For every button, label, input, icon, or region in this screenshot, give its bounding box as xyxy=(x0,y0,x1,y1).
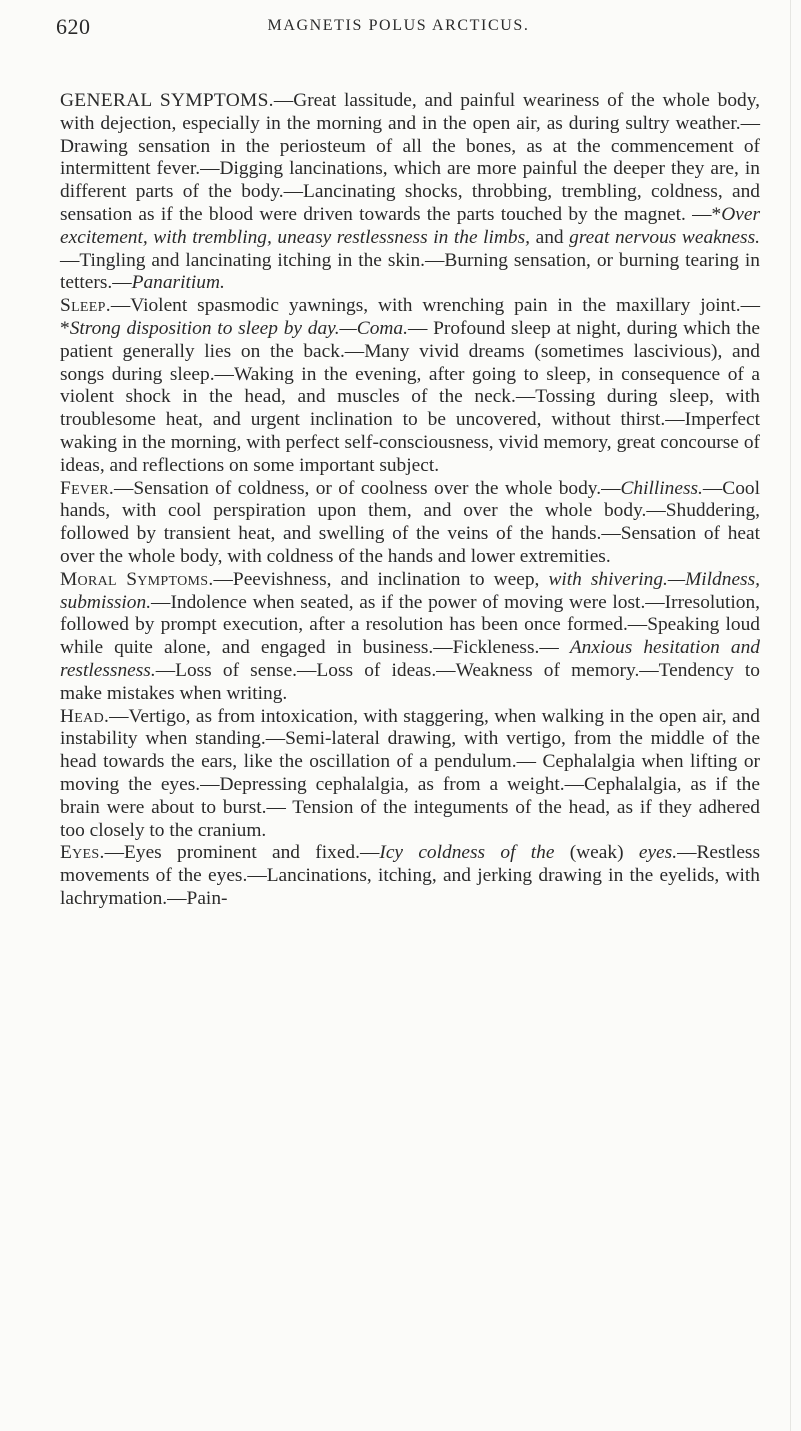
page-header xyxy=(56,14,741,44)
body-text-run: —Vertigo, as from intoxication, with staggering, when walking in the open air, and instability when standing.—Semi-lateral drawing, with vertigo, from the middle of the head towards the ears, like the oscillation of a pendulum.— Cephalalgia when lifting or moving the eyes.—Depressing cephalalgia, as from a weight.—Cephalalgia, as if the brain were about to burst.— Tension of the integuments of the head, as if they adhered too closely to the cranium. xyxy=(60,705,760,841)
section-label: Sleep. xyxy=(60,295,111,317)
italic-text: Strong disposition to sleep by day.—Coma. xyxy=(69,317,408,339)
section-label: Moral Symptoms. xyxy=(60,568,214,590)
section-label: Fever. xyxy=(60,477,114,499)
italic-text: Chilliness. xyxy=(620,477,703,499)
body-text-run: (weak) xyxy=(554,842,639,864)
italic-text: Over excitement, with trembling, uneasy restlessness in the limbs, xyxy=(60,203,760,248)
italic-text: Panaritium. xyxy=(131,272,225,294)
body-text-run: —Restless movements of the eyes.—Lancinations, itching, and jerking drawing in the eyelids, with lachrymation.—Pain- xyxy=(60,842,761,909)
running-title: MAGNETIS POLUS ARCTICUS. xyxy=(267,17,530,34)
body-text-run: —Sensation of coldness, or of coolness over the whole body.— xyxy=(113,477,621,499)
italic-text: Icy coldness of the xyxy=(379,842,555,864)
body-text xyxy=(60,90,760,911)
body-text-run: and xyxy=(530,226,570,248)
page-number: 620 xyxy=(56,14,91,39)
italic-text: eyes. xyxy=(638,842,678,864)
italic-text: with shivering.—Mildness, submission. xyxy=(60,568,760,613)
page-edge xyxy=(790,0,791,1431)
body-text-run: —Loss of sense.—Loss of ideas.—Weakness of memory.—Tendency to make mistakes when writing. xyxy=(60,659,760,704)
body-text-run: —Tingling and lancinating itching in the skin.—Burning sensation, or burning tearing in tetters.— xyxy=(60,249,760,294)
section-label: Head. xyxy=(60,705,110,727)
body-text-run: —Violent spasmodic yawnings, with wrenching pain in the maxillary joint.—* xyxy=(60,295,760,339)
section-paragraph xyxy=(60,569,760,706)
body-text-run: —Cool hands, with cool perspiration upon them, and over the whole body.—Shuddering, followed by transient heat, and swelling of the veins of the hands.—Sensation of heat over the whole body, with coldness of the hands and lower extremities. xyxy=(60,477,760,567)
body-text-run: —Indolence when seated, as if the power of moving were lost.—Irresolution, followed by prompt execution, after a resolution has been once formed.—Speaking loud while quite alone, and engaged in business.—Fickleness.— xyxy=(60,591,760,659)
body-text-run: —Eyes prominent and fixed.— xyxy=(104,842,380,864)
section-label: Eyes. xyxy=(60,842,105,864)
body-text-run: —Peevishness, and inclination to weep, xyxy=(213,568,549,590)
section-label: GENERAL SYMPTOMS. xyxy=(60,90,274,111)
italic-text: Anxious hesitation and restlessness. xyxy=(60,637,760,681)
section-paragraph xyxy=(60,90,760,295)
section-paragraph xyxy=(60,706,760,843)
body-text-run: — Profound sleep at night, during which the patient generally lies on the back.—Many vivid dreams (sometimes lascivious), and songs during sleep.—Waking in the evening, after going to sleep, in consequence of a violent shock in the head, and muscles of the neck.—Tossing during sleep, with troublesome heat, and urgent inclination to be uncovered, without thirst.—Imperfect waking in the morning, with perfect self-consciousness, vivid memory, great concourse of ideas, and reflections on some important subject. xyxy=(60,317,760,476)
section-paragraph xyxy=(60,295,760,477)
italic-text: great nervous weakness. xyxy=(569,226,760,248)
section-paragraph xyxy=(60,842,760,910)
body-text-run: —Great lassitude, and painful weariness of the whole body, with dejection, especially in the morning and in the open air, as during sultry weather.—Drawing sensation in the periosteum of all the bones, as at the commencement of intermittent fever.—Digging lancinations, which are more painful the deeper they are, in different parts of the body.—Lancinating shocks, throbbing, trembling, coldness, and sensation as if the blood were driven towards the parts touched by the magnet. —* xyxy=(60,90,761,225)
section-paragraph xyxy=(60,478,760,569)
